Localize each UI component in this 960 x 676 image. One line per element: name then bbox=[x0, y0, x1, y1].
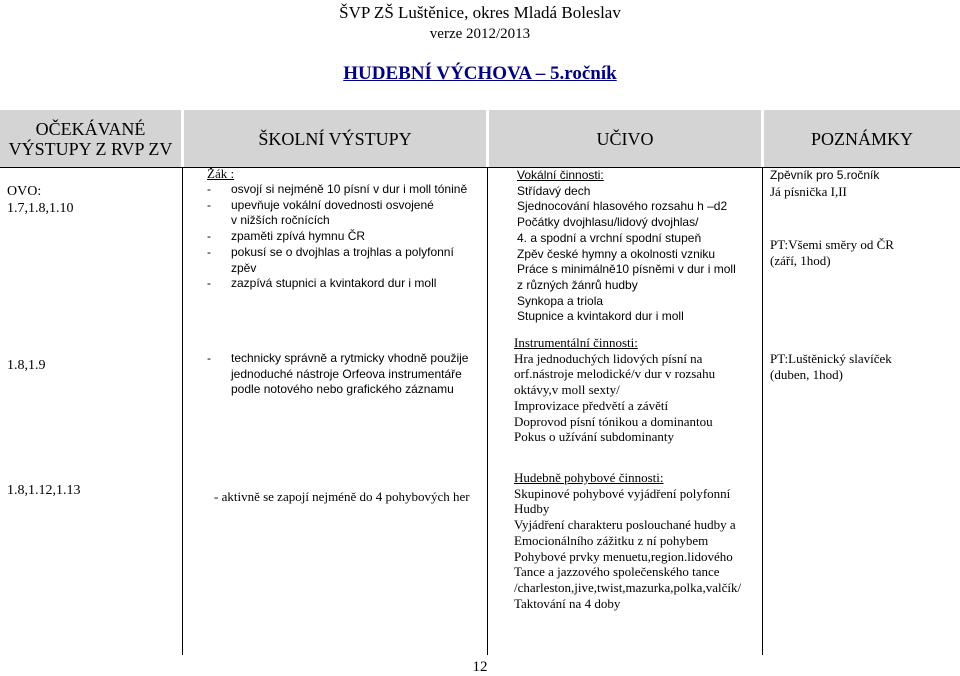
output-item: technicky správně a rytmicky vhodně použije bbox=[231, 351, 469, 365]
ovo-line: 1.8,1.12,1.13 bbox=[7, 483, 81, 498]
content-item: Taktování na 4 doby bbox=[514, 595, 621, 611]
content-item: orf.nástroje melodické/v dur v rozsahu bbox=[514, 366, 716, 382]
ovo-line: 1.7,1.8,1.10 bbox=[7, 201, 74, 216]
column-header-expected-outputs: OČEKÁVANÉ VÝSTUPY Z RVP ZV bbox=[0, 110, 181, 167]
content-item: oktávy,v moll sexty/ bbox=[514, 382, 620, 398]
row2-content bbox=[514, 335, 760, 445]
content-item: Stupnice a kvintakord dur i moll bbox=[517, 309, 684, 324]
content-item: Počátky dvojhlasu/lidový dvojhlas/ bbox=[517, 215, 699, 230]
column-header-content: UČIVO bbox=[489, 110, 761, 167]
content-heading: Vokální činnosti: bbox=[517, 168, 604, 182]
note-line: (duben, 1hod) bbox=[770, 366, 843, 382]
content-item: Zpěv české hymny a okolnosti vzniku bbox=[517, 246, 716, 261]
note-line: Já písnička I,II bbox=[770, 183, 847, 199]
output-item: podle notového nebo grafického záznamu bbox=[231, 382, 454, 397]
output-item: osvojí si nejméně 10 písní v dur i moll tónině bbox=[231, 182, 468, 196]
row1-ovo bbox=[7, 183, 74, 217]
page-number: 12 bbox=[472, 659, 488, 675]
row2-ovo bbox=[7, 358, 46, 374]
column-header-notes: POZNÁMKY bbox=[764, 110, 960, 167]
content-item: Skupinové pohybové vyjádření polyfonní bbox=[514, 485, 731, 501]
row3-content bbox=[514, 470, 760, 611]
note-line: (září, 1hod) bbox=[770, 252, 831, 268]
column-divider bbox=[487, 167, 488, 655]
row2-school-outputs: - technicky správně a rytmicky vhodně použije jednoduché nástroje Orfeova instrumentáře podle notového nebo grafického záznamu bbox=[207, 351, 487, 398]
output-item: zpaměti zpívá hymnu ČR bbox=[231, 229, 366, 244]
note-line: PT:Všemi směry od ČR bbox=[770, 237, 894, 253]
content-item: Improvizace předvětí a závětí bbox=[514, 397, 669, 413]
content-item: Pokus o užívání subdominanty bbox=[514, 429, 674, 445]
content-item: Synkopa a triola bbox=[517, 293, 604, 308]
column-header-school-outputs: ŠKOLNÍ VÝSTUPY bbox=[184, 110, 486, 167]
note-line: PT:Luštěnický slavíček bbox=[770, 351, 892, 366]
content-item: Práce s minimálně10 písněmi v dur i moll bbox=[517, 262, 736, 277]
output-item: upevňuje vokální dovednosti osvojené bbox=[231, 197, 434, 212]
column-divider bbox=[182, 167, 183, 655]
row2-notes bbox=[770, 351, 958, 382]
output-item: v nižších ročnících bbox=[231, 213, 330, 228]
row1-content bbox=[517, 168, 761, 325]
note-line bbox=[770, 199, 958, 215]
output-item: jednoduché nástroje Orfeova instrumentáře bbox=[231, 366, 462, 381]
document-title: HUDEBNÍ VÝCHOVA – 5.ročník bbox=[343, 63, 617, 84]
row3-ovo bbox=[7, 483, 81, 499]
row3-school-outputs bbox=[214, 489, 486, 505]
content-item: Doprovod písní tónikou a dominantou bbox=[514, 413, 713, 429]
column-divider bbox=[762, 167, 763, 655]
content-item: Hra jednoduchých lidových písní na bbox=[514, 350, 703, 366]
note-line: Zpěvník pro 5.ročník bbox=[770, 168, 880, 182]
row1-notes bbox=[770, 168, 958, 269]
content-item: Emocionálního zážitku z ní pohybem bbox=[514, 532, 709, 548]
content-heading: Hudebně pohybové činnosti: bbox=[514, 470, 664, 485]
row1-school-outputs: Žák : - osvojí si nejméně 10 písní v dur i moll tónině - upevňuje vokální dovednosti osvojené v nižších ročnících - zpaměti zpívá hymnu ČR - pokusí se o dvojhlas a trojhlas a polyfonní zpěv - zazpívá stupnici a kvintakord dur i moll bbox=[207, 166, 487, 292]
school-name: ŠVP ZŠ Luštěnice, okres Mladá Boleslav bbox=[339, 3, 621, 22]
content-item: Hudby bbox=[514, 501, 550, 517]
output-item: zazpívá stupnici a kvintakord dur i moll bbox=[231, 276, 437, 291]
pupil-label: Žák : bbox=[207, 166, 235, 181]
output-item: zpěv bbox=[231, 260, 257, 275]
output-item: pokusí se o dvojhlas a trojhlas a polyfonní bbox=[231, 244, 454, 259]
output-item: - aktivně se zapojí nejméně do 4 pohybových her bbox=[214, 489, 470, 504]
content-item: Střídavý dech bbox=[517, 183, 591, 198]
content-item: /charleston,jive,twist,mazurka,polka,valčík/ bbox=[514, 579, 742, 595]
content-item: z různých žánrů hudby bbox=[517, 277, 638, 292]
curriculum-table bbox=[0, 110, 960, 655]
content-item: 4. a spodní a vrchní spodní stupeň bbox=[517, 230, 702, 245]
content-item: Pohybové prvky menuetu,region.lidového bbox=[514, 548, 733, 564]
content-heading: Instrumentální činnosti: bbox=[514, 335, 638, 350]
content-item: Vyjádření charakteru poslouchané hudby a bbox=[514, 517, 736, 533]
content-item: Sjednocování hlasového rozsahu h –d2 bbox=[517, 199, 728, 214]
content-item: Tance a jazzového společenského tance bbox=[514, 564, 720, 580]
version-label: verze 2012/2013 bbox=[429, 26, 531, 42]
ovo-line: OVO: bbox=[7, 184, 42, 199]
ovo-line: 1.8,1.9 bbox=[7, 358, 46, 373]
